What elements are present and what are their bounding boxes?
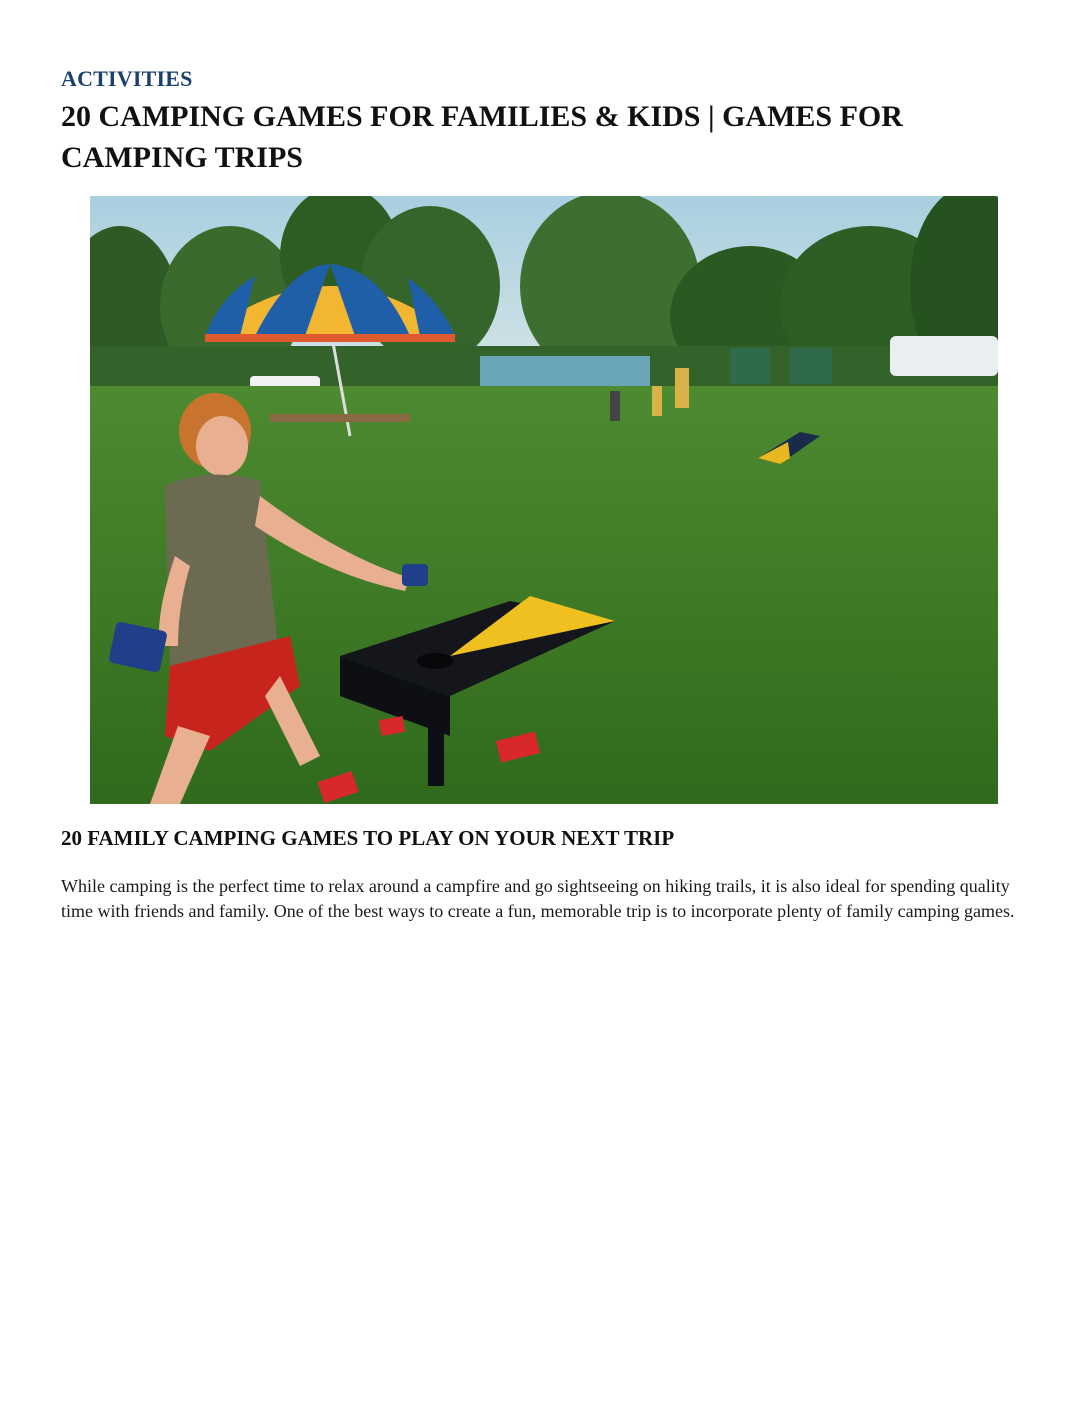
cabin: [480, 356, 650, 386]
utility-box: [730, 348, 770, 384]
section-heading: 20 FAMILY CAMPING GAMES TO PLAY ON YOUR NEXT TRIP: [61, 826, 675, 850]
category-label: ACTIVITIES: [61, 66, 193, 91]
rv-camper: [890, 336, 998, 376]
blue-bean-bag: [402, 564, 428, 586]
utility-box: [790, 348, 832, 384]
cornhole-scene-illustration: [90, 196, 998, 804]
intro-paragraph: While camping is the perfect time to relax around a campfire and go sightseeing on hiking trails, it is also ideal for spending quality time with friends and family. One of the best ways to create a fun, memorable trip is to incorporate plenty of family camping games.: [61, 876, 1015, 921]
article-title: 20 CAMPING GAMES FOR FAMILIES & KIDS | GAMES FOR CAMPING TRIPS: [61, 100, 903, 174]
hero-photo: [90, 196, 998, 804]
picnic-table: [270, 414, 410, 422]
